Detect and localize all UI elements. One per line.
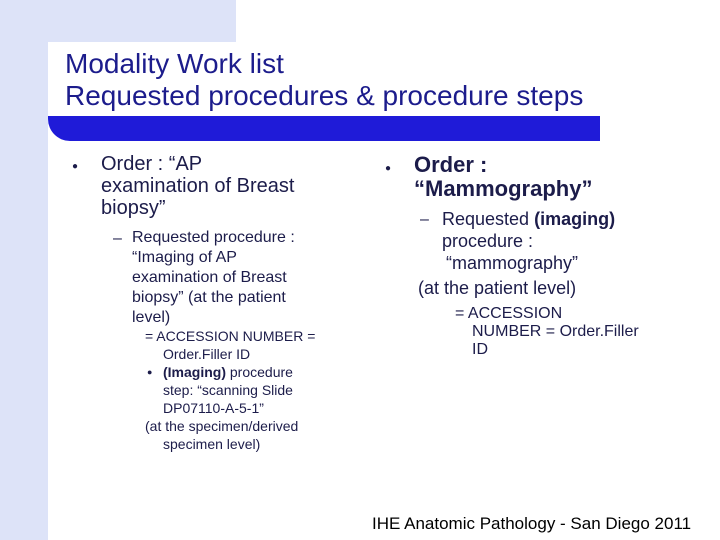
title-line-1: Modality Work list xyxy=(65,48,284,79)
left-order-line: Order : “AP xyxy=(101,153,203,175)
right-accession-line-1: = ACCESSION xyxy=(455,305,563,322)
right-accession-line-3: ID xyxy=(472,341,488,358)
top-decor-band xyxy=(0,0,236,42)
left-sub-dash: – xyxy=(113,230,122,247)
right-patient-level: (at the patient level) xyxy=(418,278,577,298)
left-order-line: examination of Breast xyxy=(101,175,295,197)
left-step-lines xyxy=(163,381,293,417)
right-requested-first xyxy=(442,208,615,230)
left-requested-procedure xyxy=(132,228,295,328)
right-order-text xyxy=(414,153,592,201)
right-order-line: Order : xyxy=(414,152,488,177)
left-step-first-line xyxy=(163,363,293,381)
title-line-2: Requested procedures & procedure steps xyxy=(65,80,584,111)
right-accession-line-2: NUMBER = Order.Filler xyxy=(472,323,639,340)
right-procedure-line: procedure : xyxy=(442,231,534,251)
footer-text: IHE Anatomic Pathology - San Diego 2011 xyxy=(372,514,692,533)
left-accession-line-2: Order.Filler ID xyxy=(163,346,251,362)
right-sub-dash: – xyxy=(420,211,429,228)
right-order-line: “Mammography” xyxy=(414,176,593,201)
left-sub-line: biopsy” (at the patient xyxy=(132,289,286,306)
left-sub-line: Requested procedure : xyxy=(132,229,295,246)
left-step-line: DP07110-A-5-1” xyxy=(163,400,264,416)
left-step-bold: (Imaging) xyxy=(163,364,226,380)
left-sub-line: examination of Breast xyxy=(132,269,287,286)
left-order-text xyxy=(101,153,294,219)
left-specimen-line-1: (at the specimen/derived xyxy=(145,418,299,434)
bullet-icon: ● xyxy=(72,161,79,172)
right-requested-bold: (imaging) xyxy=(534,209,616,229)
right-requested-plain: Requested xyxy=(442,209,535,229)
left-order-line: biopsy” xyxy=(101,197,166,219)
left-step-line: step: “scanning Slide xyxy=(163,382,293,398)
slide-title xyxy=(65,48,583,112)
left-decor-band xyxy=(0,0,48,540)
title-underline-bar xyxy=(48,116,600,141)
left-sub-line: “Imaging of AP xyxy=(132,249,237,266)
bullet-icon: ● xyxy=(385,163,392,174)
left-accession-line-1: = ACCESSION NUMBER = xyxy=(145,328,316,344)
left-step-rest: procedure xyxy=(226,364,293,380)
right-mammography-line: “mammography” xyxy=(446,253,579,273)
left-sub-line: level) xyxy=(132,309,171,326)
left-specimen-line-2: specimen level) xyxy=(163,436,261,452)
bullet-icon: ● xyxy=(147,367,153,377)
